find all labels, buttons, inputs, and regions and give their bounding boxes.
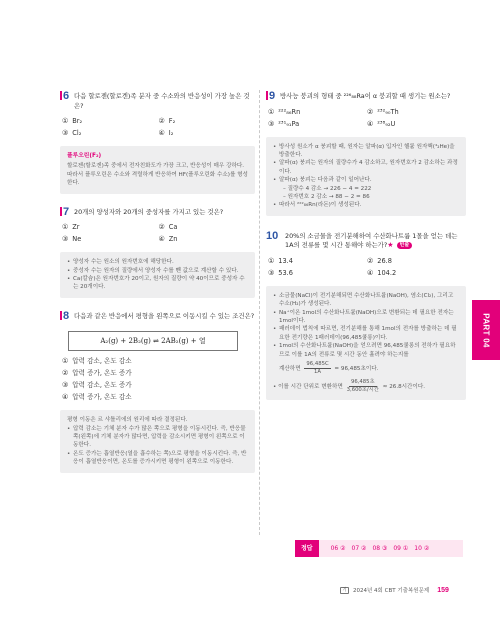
page-number: 159 xyxy=(437,586,449,594)
star-icon: ★ xyxy=(387,241,394,250)
question-10-number: 10 xyxy=(266,229,279,242)
explanation-item: • 알파(α) 붕괴는 다음과 같이 일어난다. xyxy=(273,176,459,184)
question-7-header xyxy=(60,205,255,218)
explanation-list xyxy=(273,143,459,185)
question-8-text: 다음과 같은 반응에서 평형을 왼쪽으로 이동시킬 수 있는 조건은? xyxy=(74,311,255,320)
question-7-options xyxy=(62,223,255,244)
explanation-item: • Na⁺이온 1mol의 수산화나트륨(NaOH)으로 변환되는 데 필요한 전자는 1mol이다. xyxy=(273,309,459,326)
question-10 xyxy=(266,229,466,400)
question-7-number: 7 xyxy=(60,207,74,217)
question-6-explanation xyxy=(60,146,255,194)
left-column xyxy=(60,92,255,473)
question-9-options xyxy=(268,108,466,129)
question-10-text: 20%의 소금물을 전기분해하여 수산화나트륨 1몰을 얻는 데는 1A의 전류를 몇 시간 통해야 하는가?★ 빈출 xyxy=(285,231,458,250)
q6-option-4[interactable]: ④ I₂ xyxy=(158,129,174,137)
question-8-explanation xyxy=(60,410,255,472)
explanation-sub-item: – 질량수 4 감소 → 226 − 4 = 222 xyxy=(283,185,372,192)
explanation-item: • 알파(α) 붕괴는 원자의 질량수가 4 감소하고, 원자번호가 2 감소하는 과정이다. xyxy=(273,159,459,176)
right-column xyxy=(266,92,466,400)
explanation-item: • 따라서 ²²²₈₆Rn(라돈)이 생성된다. xyxy=(273,201,459,209)
q10-option-2[interactable]: ② 26.8 xyxy=(367,256,392,265)
question-7-explanation xyxy=(60,252,255,298)
question-9-explanation xyxy=(266,137,466,216)
page-footer xyxy=(340,586,449,594)
explanation-sub-item: – 원자번호 2 감소 → 88 − 2 = 86 xyxy=(283,193,370,200)
q7-option-3[interactable]: ③ Ne xyxy=(62,235,82,244)
answer-item: 10 ② xyxy=(414,545,430,552)
answer-key-bar xyxy=(295,540,463,557)
footer-title: 2024년 4회 CBT 기출복원문제 xyxy=(353,588,430,594)
question-10-explanation xyxy=(266,286,466,400)
question-6-options xyxy=(62,117,255,138)
q6-option-1[interactable]: ① Br₂ xyxy=(62,117,83,125)
reaction-equation-box xyxy=(68,331,238,351)
question-8-options xyxy=(62,357,255,402)
answer-item: 08 ③ xyxy=(372,545,388,552)
answer-key-items xyxy=(319,545,430,552)
question-7 xyxy=(60,205,255,298)
answer-item: 06 ② xyxy=(330,545,346,552)
answer-item: 09 ① xyxy=(393,545,409,552)
question-6-text: 다음 할로젠(할로겐)족 분자 중 수소와의 반응성이 가장 높은 것은? xyxy=(74,92,250,110)
q9-option-4[interactable]: ④ ²³⁸₉₂U xyxy=(367,119,396,128)
column-divider xyxy=(259,90,260,535)
explanation-list xyxy=(67,258,248,292)
question-9 xyxy=(266,92,466,216)
answer-key-label: 정답 xyxy=(295,540,319,557)
calc-line-2: • 이를 시간 단위로 변환하면 $\frac{\text{96,485초}}{\text{3,600초/시간}}$ ≈ 26.8시간이다. xyxy=(273,379,426,393)
explanation-item: • 패러데이 법칙에 따르면, 전기분해를 통해 1mol의 전자를 방출하는 데 필요한 전기량은 1패러데이(96,485쿨롱)이다. xyxy=(273,325,459,342)
q10-option-3[interactable]: ③ 53.6 xyxy=(268,268,293,277)
explanation-title: 플루오린(F₂) xyxy=(67,153,102,159)
question-6-header xyxy=(60,92,255,111)
q6-option-3[interactable]: ③ Cl₂ xyxy=(62,129,82,137)
q8-option-4[interactable]: ④ 압력 증가, 온도 감소 xyxy=(62,393,132,402)
explanation-item: • Ca(칼슘)은 원자번호가 20이고, 원자의 질량이 약 40이므로 중성자 수는 20개이다. xyxy=(67,275,248,292)
explanation-item: • 소금물(NaCl)이 전기분해되면 수산화나트륨(NaOH), 염소(Cl₂), 그리고 수소(H₂)가 생성된다. xyxy=(273,292,459,309)
q7-option-2[interactable]: ② Ca xyxy=(158,223,178,232)
explanation-list-end xyxy=(273,201,459,209)
exam-icon: 기 xyxy=(340,587,349,594)
question-8 xyxy=(60,309,255,473)
fraction: $\frac{\text{96,485초}}{\text{3,600초/시간}}$ xyxy=(346,379,379,393)
question-7-text: 20개의 양성자와 20개의 중성자를 가지고 있는 것은? xyxy=(74,207,224,216)
question-8-header xyxy=(60,309,255,322)
q7-option-4[interactable]: ④ Zn xyxy=(158,235,178,244)
explanation-intro: 평형 이동은 르 샤틀리에의 원리에 따라 결정된다. xyxy=(67,417,188,424)
q6-option-2[interactable]: ② F₂ xyxy=(158,117,176,125)
q10-option-1[interactable]: ① 13.4 xyxy=(268,256,293,265)
q10-option-4[interactable]: ④ 104.2 xyxy=(367,268,397,277)
question-10-options xyxy=(268,257,466,278)
explanation-item: • 양성자 수는 원소의 원자번호에 해당한다. xyxy=(67,258,248,266)
q8-option-3[interactable]: ③ 압력 감소, 온도 증가 xyxy=(62,381,132,390)
question-9-text: 방사능 붕괴의 형태 중 ²²⁶₈₈Ra이 α 붕괴할 때 생기는 원소는? xyxy=(280,92,451,100)
explanation-item: • 1mol의 수산화나트륨(NaOH)을 얻으려면 96,485쿨롱의 전하가 필요하므로 이를 1A의 전류로 몇 시간 동안 흘려야 하는지를 xyxy=(273,342,459,359)
question-6-number: 6 xyxy=(60,91,74,101)
question-9-number: 9 xyxy=(266,91,280,101)
q7-option-1[interactable]: ① Zr xyxy=(62,223,80,232)
explanation-item: • 압력 감소는 기체 분자 수가 많은 쪽으로 평형을 이동시킨다. 즉, 반응물 쪽(왼쪽)에 기체 분자가 많다면, 압력을 감소시키면 평형이 왼쪽으로 이동한다. xyxy=(67,425,248,450)
fraction: $\frac{96,485C}{1A}$ xyxy=(306,361,329,375)
part-side-tab: PART 04 xyxy=(472,300,500,360)
answer-item: 07 ② xyxy=(351,545,367,552)
q8-option-1[interactable]: ① 압력 감소, 온도 감소 xyxy=(62,357,132,366)
calc-line-1: 계산하면 $\frac{96,485C}{1A}$ = 96,485초이다. xyxy=(279,361,379,375)
question-8-number: 8 xyxy=(60,311,74,321)
explanation-list xyxy=(67,425,248,467)
explanation-item: • 온도 증가는 흡열반응(열을 흡수하는 쪽)으로 평형을 이동시킨다. 즉, 반응이 흡열반응이면, 온도를 증가시키면 평형이 왼쪽으로 이동한다. xyxy=(67,450,248,467)
q9-option-3[interactable]: ③ ²³¹₉₁Pa xyxy=(268,119,300,128)
frequent-badge: 빈출 xyxy=(397,242,413,249)
explanation-item: • 중성자 수는 원자의 질량에서 양성자 수를 뺀 값으로 계산할 수 있다. xyxy=(67,267,248,275)
reaction-equation: A₂(g) + 2B₂(g) ⇌ 2AB₂(g) + 열 xyxy=(100,337,206,346)
q8-option-2[interactable]: ② 압력 증가, 온도 증가 xyxy=(62,369,132,378)
q9-option-1[interactable]: ① ²²²₈₆Rn xyxy=(268,107,301,116)
explanation-item: • 방사성 원소가 α 붕괴할 때, 원자는 알파(α) 입자인 헬륨 원자핵(⁴₂He)을 방출한다. xyxy=(273,143,459,160)
question-10-header xyxy=(266,229,466,251)
explanation-text: 할로젠(할로겐)족 중에서 전자친화도가 가장 크고, 반응성이 매우 강하다. 따라서 플루오린은 수소와 격렬하게 반응하여 HF(플루오린화 수소)를 형성한다. xyxy=(67,163,248,187)
question-9-header xyxy=(266,92,466,102)
question-6 xyxy=(60,92,255,194)
q9-option-2[interactable]: ② ²³²₉₀Th xyxy=(367,107,399,116)
explanation-list xyxy=(273,292,459,359)
